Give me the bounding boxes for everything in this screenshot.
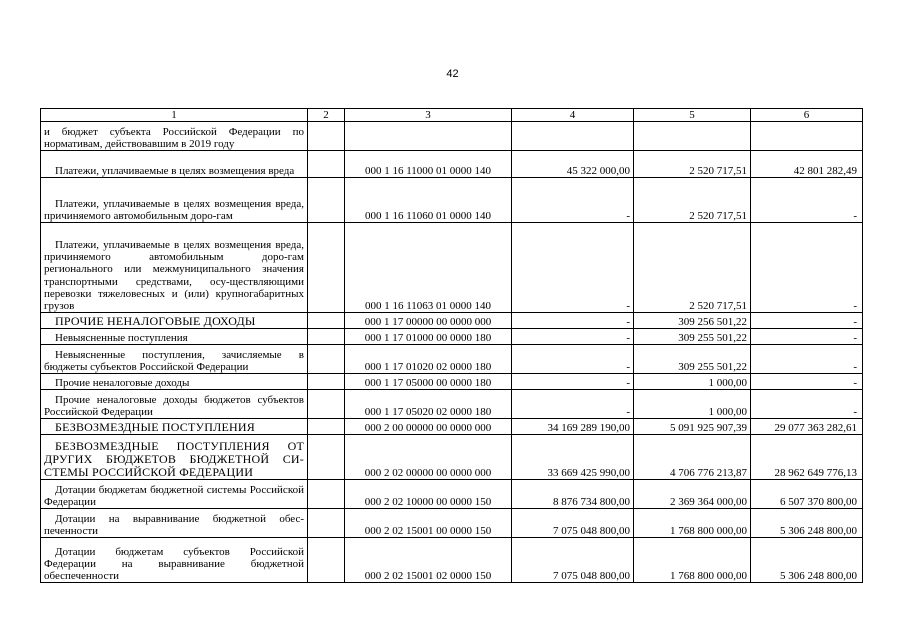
row-col5: 309 255 501,22 (634, 329, 751, 345)
row-col4: - (512, 313, 634, 329)
row-col5: 4 706 776 213,87 (634, 435, 751, 480)
row-col2 (308, 538, 345, 583)
row-name: Невыясненные поступления, зачисляемые в бюджеты субъектов Российской Федерации (41, 345, 308, 374)
table-row (41, 223, 863, 313)
column-header-3: 3 (345, 109, 512, 122)
table-header-row (41, 109, 863, 122)
row-col6: - (751, 329, 863, 345)
row-col5: 2 520 717,51 (634, 223, 751, 313)
table-row (41, 538, 863, 583)
row-col6: - (751, 374, 863, 390)
revenue-table (40, 108, 863, 583)
row-col2 (308, 419, 345, 435)
row-col4: - (512, 345, 634, 374)
row-col4: - (512, 329, 634, 345)
row-col2 (308, 329, 345, 345)
row-code: 000 2 02 15001 02 0000 150 (345, 538, 512, 583)
row-col6: 29 077 363 282,61 (751, 419, 863, 435)
row-col2 (308, 151, 345, 178)
table-row (41, 329, 863, 345)
row-col2 (308, 480, 345, 509)
row-col6 (751, 122, 863, 151)
row-name: и бюджет субъекта Российской Федерации по нормативам, действовавшим в 2019 году (41, 122, 308, 151)
row-code: 000 2 02 15001 00 0000 150 (345, 509, 512, 538)
row-col5: 2 520 717,51 (634, 178, 751, 223)
row-code: 000 2 00 00000 00 0000 000 (345, 419, 512, 435)
row-name: Платежи, уплачиваемые в целях возмещения вреда, причиняемого автомобильным доро-гам (41, 178, 308, 223)
row-col2 (308, 374, 345, 390)
row-col4: 45 322 000,00 (512, 151, 634, 178)
row-col6: - (751, 345, 863, 374)
row-col4: 7 075 048 800,00 (512, 538, 634, 583)
row-code: 000 1 16 11060 01 0000 140 (345, 178, 512, 223)
row-name: Платежи, уплачиваемые в целях возмещения вреда (41, 151, 308, 178)
table-row (41, 390, 863, 419)
row-code: 000 1 17 01020 02 0000 180 (345, 345, 512, 374)
row-col4 (512, 122, 634, 151)
row-col6: 28 962 649 776,13 (751, 435, 863, 480)
row-col2 (308, 345, 345, 374)
table-row (41, 419, 863, 435)
row-code: 000 1 17 05000 00 0000 180 (345, 374, 512, 390)
row-col2 (308, 178, 345, 223)
table-row (41, 122, 863, 151)
table-row (41, 151, 863, 178)
row-col5: 2 369 364 000,00 (634, 480, 751, 509)
row-col4: - (512, 223, 634, 313)
row-col2 (308, 223, 345, 313)
column-header-6: 6 (751, 109, 863, 122)
row-col5 (634, 122, 751, 151)
row-col4: - (512, 178, 634, 223)
row-name: Прочие неналоговые доходы (41, 374, 308, 390)
row-col5: 5 091 925 907,39 (634, 419, 751, 435)
row-col5: 1 000,00 (634, 390, 751, 419)
row-col6: - (751, 223, 863, 313)
row-col2 (308, 509, 345, 538)
row-col5: 309 255 501,22 (634, 345, 751, 374)
row-col5: 309 256 501,22 (634, 313, 751, 329)
row-col2 (308, 313, 345, 329)
table-row (41, 435, 863, 480)
row-name: Дотации на выравнивание бюджетной обес-печенности (41, 509, 308, 538)
row-code: 000 1 17 01000 00 0000 180 (345, 329, 512, 345)
row-name: БЕЗВОЗМЕЗДНЫЕ ПОСТУПЛЕНИЯ (41, 419, 308, 435)
row-col5: 1 000,00 (634, 374, 751, 390)
row-code (345, 122, 512, 151)
column-header-2: 2 (308, 109, 345, 122)
row-col6: 6 507 370 800,00 (751, 480, 863, 509)
row-col4: 33 669 425 990,00 (512, 435, 634, 480)
row-col4: - (512, 374, 634, 390)
table-row (41, 374, 863, 390)
row-col4: 8 876 734 800,00 (512, 480, 634, 509)
column-header-4: 4 (512, 109, 634, 122)
column-header-5: 5 (634, 109, 751, 122)
row-col4: 34 169 289 190,00 (512, 419, 634, 435)
row-col6: - (751, 178, 863, 223)
table-row (41, 345, 863, 374)
row-code: 000 2 02 00000 00 0000 000 (345, 435, 512, 480)
row-code: 000 1 17 05020 02 0000 180 (345, 390, 512, 419)
row-col2 (308, 122, 345, 151)
row-col6: 5 306 248 800,00 (751, 509, 863, 538)
row-col4: - (512, 390, 634, 419)
row-col6: 5 306 248 800,00 (751, 538, 863, 583)
row-col5: 1 768 800 000,00 (634, 509, 751, 538)
row-name: Дотации бюджетам бюджетной системы Российской Федерации (41, 480, 308, 509)
row-col4: 7 075 048 800,00 (512, 509, 634, 538)
row-col6: - (751, 390, 863, 419)
row-name: Невыясненные поступления (41, 329, 308, 345)
row-code: 000 1 17 00000 00 0000 000 (345, 313, 512, 329)
column-header-1: 1 (41, 109, 308, 122)
row-col6: - (751, 313, 863, 329)
page-number: 42 (446, 68, 459, 80)
row-col2 (308, 435, 345, 480)
row-name: ПРОЧИЕ НЕНАЛОГОВЫЕ ДОХОДЫ (41, 313, 308, 329)
row-code: 000 1 16 11000 01 0000 140 (345, 151, 512, 178)
row-name: Платежи, уплачиваемые в целях возмещения вреда, причиняемого автомобильным доро-гам регионального или межмуниципального значения транспортными средствами, осу-ществляющими перевозки тяжеловесных и (или) крупногабаритных грузов (41, 223, 308, 313)
row-name: Прочие неналоговые доходы бюджетов субъектов Российской Федерации (41, 390, 308, 419)
row-code: 000 2 02 10000 00 0000 150 (345, 480, 512, 509)
table-row (41, 178, 863, 223)
table-row (41, 509, 863, 538)
row-name: БЕЗВОЗМЕЗДНЫЕ ПОСТУПЛЕНИЯ ОТ ДРУГИХ БЮДЖЕТОВ БЮДЖЕТНОЙ СИ-СТЕМЫ РОССИЙСКОЙ ФЕДЕРАЦИИ (41, 435, 308, 480)
row-col5: 2 520 717,51 (634, 151, 751, 178)
row-code: 000 1 16 11063 01 0000 140 (345, 223, 512, 313)
row-name: Дотации бюджетам субъектов Российской Федерации на выравнивание бюджетной обеспеченности (41, 538, 308, 583)
row-col6: 42 801 282,49 (751, 151, 863, 178)
row-col2 (308, 390, 345, 419)
table-row (41, 313, 863, 329)
table-row (41, 480, 863, 509)
row-col5: 1 768 800 000,00 (634, 538, 751, 583)
